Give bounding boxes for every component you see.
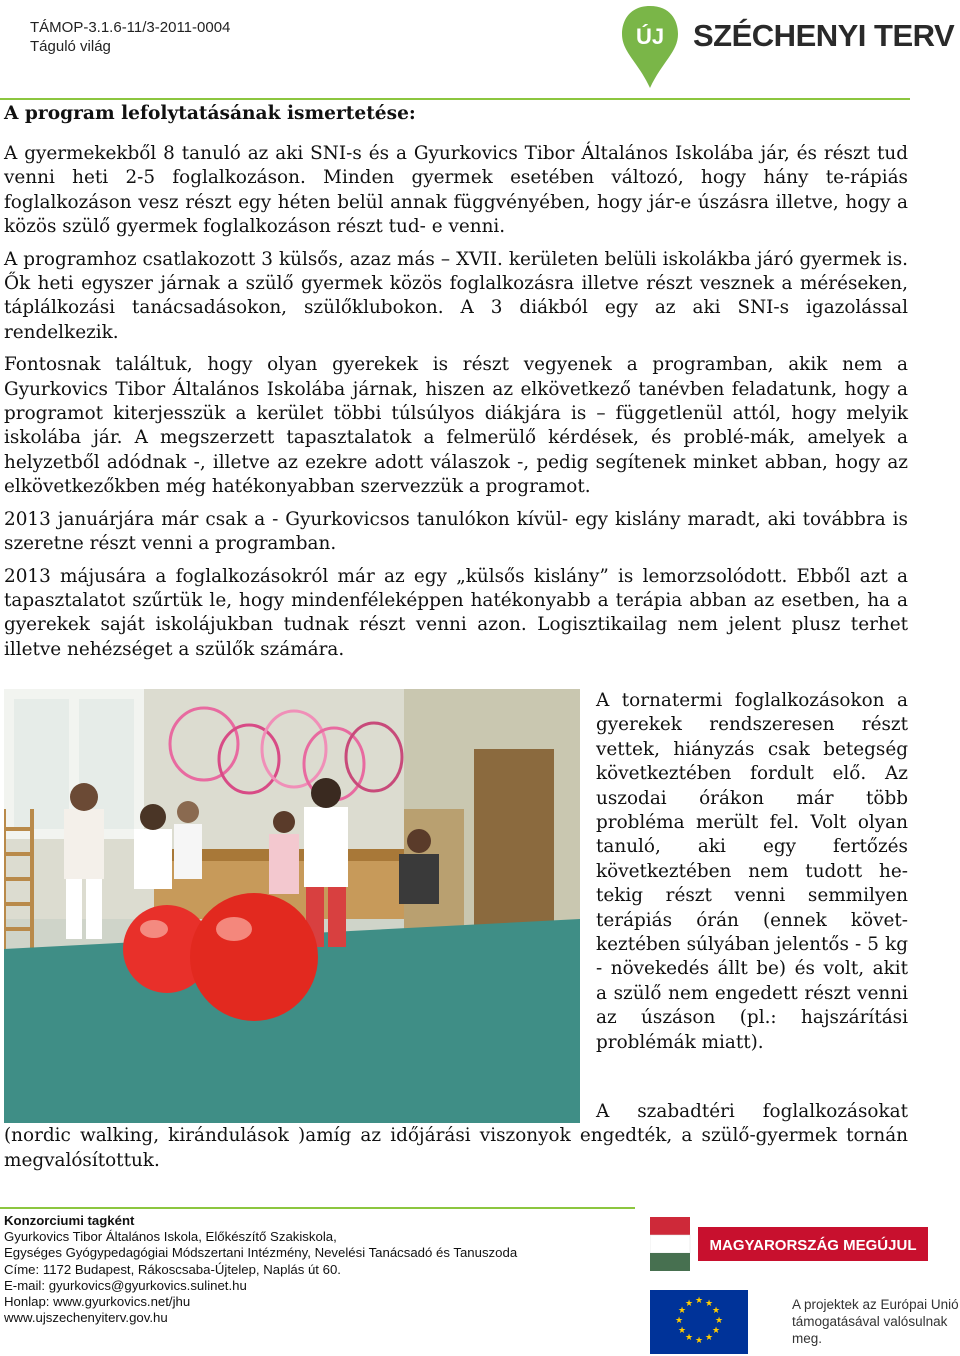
gym-photo bbox=[4, 689, 580, 1123]
logo-text: SZÉCHENYI TERV bbox=[693, 18, 955, 53]
svg-text:★: ★ bbox=[704, 1299, 714, 1309]
footer-line-1: Gyurkovics Tibor Általános Iskola, Előkészítő Szakiskola, bbox=[4, 1229, 337, 1245]
svg-text:★: ★ bbox=[677, 1326, 687, 1336]
svg-text:★: ★ bbox=[711, 1326, 721, 1336]
section-title: A program lefolytatásának ismertetése: bbox=[4, 103, 416, 124]
eu-text-line-1: A projektek az Európai Unió bbox=[792, 1297, 959, 1312]
svg-text:★: ★ bbox=[704, 1333, 714, 1343]
outdoor-sessions-body: A szabadtéri foglalkozásokat (nordic walking, kirándulások )amíg az időjárási viszonyok engedték, a szülő-gyermek tornán megvalósítottuk. bbox=[4, 1101, 908, 1171]
paragraph-1: A gyermekekből 8 tanuló az aki SNI-s és a Gyurkovics Tibor Általános Iskolába jár, és részt tud venni heti 2-5 foglalkozáson. Minden gyermek esetében változó, hogy hány te-rápiás foglalkozáson vesz részt egy héten belül annak függvényében, hogy jár-e úszásra illetve, hogy a közös szülő gyermek foglalkozáson részt tud- e venni. bbox=[4, 143, 908, 238]
paragraph-5: 2013 májusára a foglalkozásokról már az egy „külsős kislány” is lemorzsolódott. Ebből azt a tapasztalatot szűrtük le, hogy mindenféleképpen hatékonyabb a terápia abban az esetben, ha a gyerekek saját iskolájukban tudnak részt venni azon. Logisztikailag nem jelent plusz terhet illetve nehézséget a szülők számára. bbox=[4, 565, 908, 660]
eu-support-text bbox=[792, 1296, 960, 1347]
outdoor-sessions-text bbox=[4, 1100, 908, 1173]
svg-text:★: ★ bbox=[694, 1296, 704, 1306]
svg-text:★: ★ bbox=[684, 1299, 694, 1309]
project-code: TÁMOP-3.1.6-11/3-2011-0004 bbox=[30, 19, 231, 36]
footer-contact bbox=[4, 1213, 517, 1326]
footer-heading: Konzorciumi tagként bbox=[4, 1213, 135, 1228]
footer-line-3: Címe: 1172 Budapest, Rákoscsaba-Újtelep, Naplás út 60. bbox=[4, 1261, 341, 1277]
project-name: Táguló világ bbox=[30, 38, 111, 55]
eu-flag-icon bbox=[650, 1290, 748, 1354]
paragraph-2: A programhoz csatlakozott 3 külsős, azaz más – XVII. kerületen belüli iskolákba járó gyermek is. Ők heti egyszer járnak a szülő gyermek közös foglalkozásra illetve részt vesznek a méréseken, táplálkozási tanácsadásokon, szülőklubokon. A 3 diákból egy az aki SNI-s igazolással rendelkezik. bbox=[4, 248, 908, 343]
svg-text:★: ★ bbox=[684, 1333, 694, 1343]
header-divider bbox=[0, 98, 910, 100]
svg-text:★: ★ bbox=[674, 1316, 684, 1326]
paragraph-3: Fontosnak találtuk, hogy olyan gyerekek is részt vegyenek a programban, akik nem a Gyurkovics Tibor Általános Iskolába járnak, hiszen az elkövetkező tanévben feladatunk, hogy a programot kiterjesszük a kerület többi túlsúlyos diákjára is – függetlenül attól, hogy melyik iskolába jár. A megszerzett tapasztalatok a felmerülő kérdések, és problé-mák, amelyek a helyzetből adódnak -, illetve az ezekre adott válaszok -, pedig segítenek minket abban, hogy az elkövetkezőkben még hatékonyabban szervezzük a programot. bbox=[4, 354, 908, 498]
hu-logo-text: MAGYARORSZÁG MEGÚJUL bbox=[709, 1237, 917, 1254]
footer-website[interactable]: www.ujszechenyiterv.gov.hu bbox=[4, 1310, 168, 1326]
footer-homepage[interactable]: Honlap: www.gyurkovics.net/jhu bbox=[4, 1294, 191, 1310]
main-content bbox=[4, 102, 908, 670]
footer-line-2: Egységes Gyógypedagógiai Módszertani Intézmény, Nevelési Tanácsadó és Tanuszoda bbox=[4, 1245, 518, 1261]
paragraph-4: 2013 januárjára már csak a - Gyurkovicsos tanulókon kívül- egy kislány maradt, aki továbbra is szeretne részt venni a programban. bbox=[4, 508, 908, 555]
svg-text:★: ★ bbox=[694, 1336, 704, 1346]
svg-text:★: ★ bbox=[714, 1316, 724, 1326]
logo-badge: ÚJ bbox=[635, 24, 665, 49]
svg-text:★: ★ bbox=[711, 1306, 721, 1316]
footer-email[interactable]: E-mail: gyurkovics@gyurkovics.sulinet.hu bbox=[4, 1277, 247, 1293]
gym-sessions-text: A tornatermi foglalkozásokon a gyerekek rendszeresen részt vettek, hiányzás csak betegség következtében fordult elő. Az uszodai órákon már több probléma merült fel. Volt olyan tanuló, aki egy fertőzés következtében nem tudott he-tekig részt venni semmilyen terápiás órán (ennek követ-keztében súlyában jelentős - 5 kg - növekedés állt be) és volt, akit a szülő nem engedett részt venni az úszáson (pl.: hajszárítási problémák miatt). bbox=[596, 690, 908, 1053]
svg-text:★: ★ bbox=[677, 1306, 687, 1316]
magyarorszag-megujul-logo bbox=[650, 1217, 930, 1277]
header-project-info bbox=[30, 18, 230, 56]
eu-text-line-2: támogatásával valósulnak meg. bbox=[792, 1314, 948, 1346]
footer-divider bbox=[0, 1207, 635, 1209]
